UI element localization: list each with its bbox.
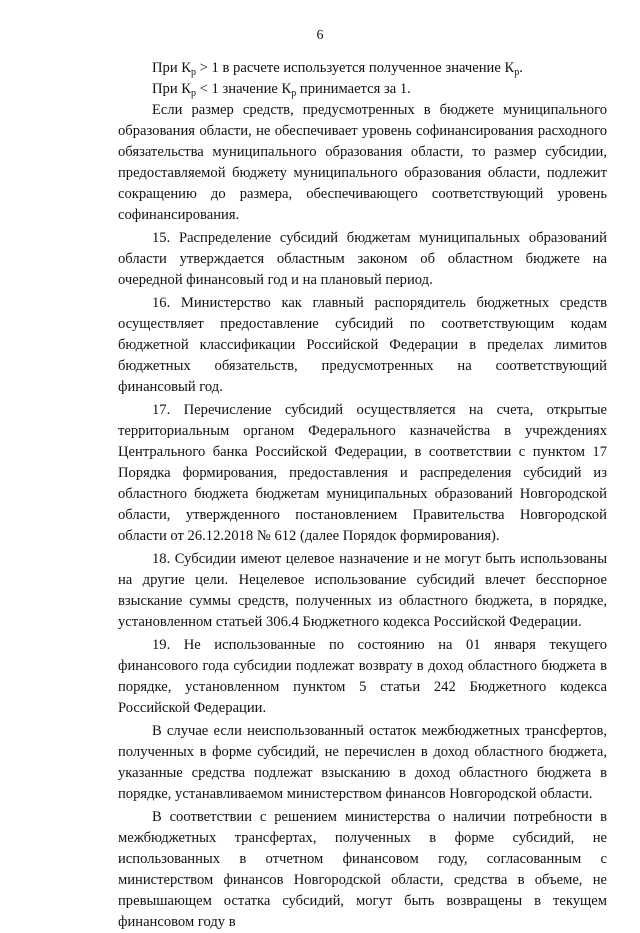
paragraph-ministry-decision: В соответствии с решением министерства о наличии потребности в межбюджетных трансфертах, полученных в форме субсидий, не использованных в отчетном финансовом году, согласованным с министерством финансов Новгородской области, средства в объеме, не превышающем остатка субсидий, могут быть возвращены в текущем финансовом году в	[118, 809, 607, 930]
paragraph-item-19: 19. Не использованные по состоянию на 01 января текущего финансового года субсидии подлежат возврату в доход областного бюджета в порядке, установленном пунктом 5 статьи 242 Бюджетного кодекса Российской Федерации.	[118, 637, 607, 716]
paragraph-item-15: 15. Распределение субсидий бюджетам муниципальных образований области утверждается областным законом об областном бюджете на очередной финансовый год и на плановый период.	[118, 230, 607, 288]
document-body	[118, 58, 607, 933]
paragraph-kp-less	[118, 79, 607, 100]
subscript: р	[191, 67, 197, 78]
page-number: 6	[316, 28, 324, 43]
subscript: р	[191, 88, 197, 99]
text: > 1 в расчете используется полученное значение К	[196, 60, 515, 76]
paragraph-item-17: 17. Перечисление субсидий осуществляется на счета, открытые территориальным органом Федерального казначейства в учреждениях Центрального банка Российской Федерации, в соответствии с пунктом 17 Порядка формирования, предоставления и распределения субсидий из областного бюджета бюджетам муниципальных образований Новгородской области, утвержденного постановлением Правительства Новгородской области от 26.12.2018 № 612 (далее Порядок формирования).	[118, 402, 607, 544]
paragraph-kp-greater	[118, 58, 607, 79]
text: При К	[152, 60, 192, 76]
text: При К	[152, 81, 192, 97]
paragraph-funding-reduction: Если размер средств, предусмотренных в бюджете муниципального образования области, не обеспечивает уровень софинансирования расходного обязательства муниципального образования области, то размер субсидии, предоставляемой бюджету муниципального образования области, подлежит сокращению до размера, обеспечивающего соответствующий уровень софинансирования.	[118, 102, 607, 223]
paragraph-unused-remainder: В случае если неиспользованный остаток межбюджетных трансфертов, полученных в форме субсидий, не перечислен в доход областного бюджета, указанные средства подлежат взысканию в доход областного бюджета в порядке, устанавливаемом министерством финансов Новгородской области.	[118, 723, 607, 802]
text: < 1 значение К	[196, 81, 292, 97]
text: принимается за 1.	[296, 81, 411, 97]
subscript: р	[291, 88, 297, 99]
paragraph-item-18: 18. Субсидии имеют целевое назначение и не могут быть использованы на другие цели. Нецелевое использование субсидий влечет бесспорное взыскание суммы средств, полученных из областного бюджета, в порядке, установленном статьей 306.4 Бюджетного кодекса Российской Федерации.	[118, 551, 607, 630]
subscript: р	[514, 67, 520, 78]
paragraph-item-16: 16. Министерство как главный распорядитель бюджетных средств осуществляет предоставление субсидий по соответствующим кодам бюджетной классификации Российской Федерации в пределах лимитов бюджетных обязательств, предусмотренных на соответствующий финансовый год.	[118, 295, 607, 395]
text: .	[519, 60, 523, 76]
